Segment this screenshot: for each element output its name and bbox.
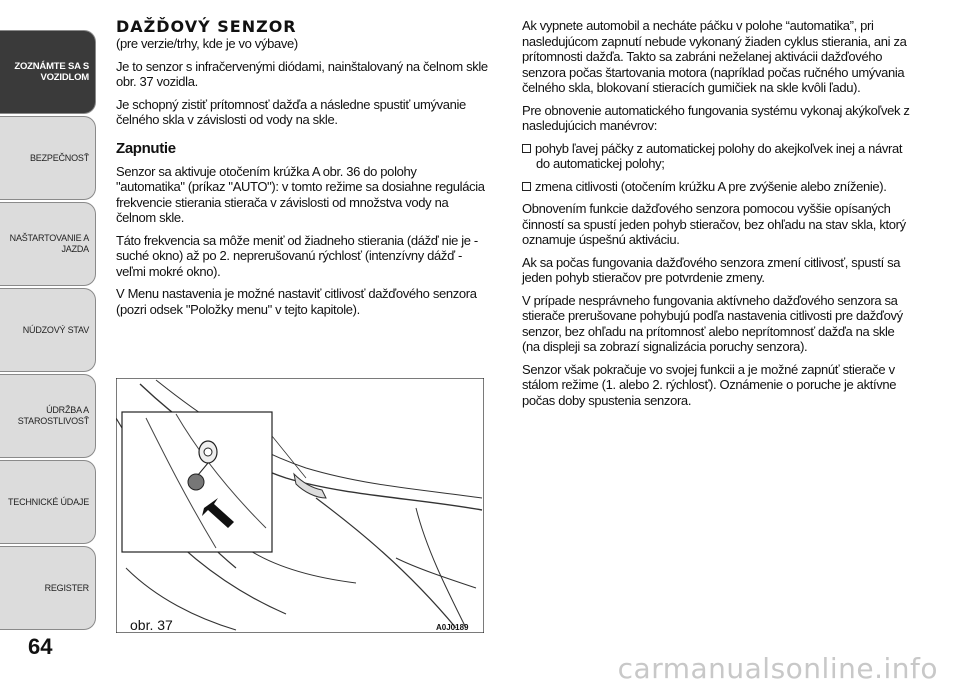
paragraph: V Menu nastavenia je možné nastaviť citlivosť dažďového senzora (pozri odsek "Položky menu" v tejto kapitole). — [116, 286, 477, 317]
subtitle: (pre verzie/trhy, kde je vo výbave) — [116, 36, 298, 51]
figure-rain-sensor — [116, 378, 484, 633]
tab-nudzovy-stav[interactable] — [0, 288, 96, 372]
figure-label: obr. 37 — [130, 617, 173, 633]
tab-bezpecnost[interactable] — [0, 116, 96, 200]
tab-label: REGISTER — [44, 582, 89, 593]
paragraph: Je schopný zistiť prítomnosť dažďa a následne spustiť umývanie čelného skla v závislosti od vody na skle. — [116, 96, 466, 127]
page-number: 64 — [28, 634, 53, 659]
tab-register[interactable] — [0, 546, 96, 630]
tab-label: NÚDZOVÝ STAV — [22, 324, 89, 335]
subsection-heading: Zapnutie — [116, 139, 176, 157]
paragraph: Senzor však pokračuje vo svojej funkcii a je možné zapnúť stierače v stálom režime (1. alebo 2. rýchlosť). Oznámenie o poruche je aktívne počas doby spustenia senzora. — [522, 361, 897, 408]
section-title: DAŽĎOVÝ SENZOR — [116, 17, 297, 36]
list-item-text: pohyb ľavej páčky z automatickej polohy do akejkoľvek inej a návrat do automatickej polohy; — [535, 140, 903, 171]
checkbox-bullet-icon — [522, 182, 531, 191]
tab-label: TECHNICKÉ ÚDAJE — [7, 496, 89, 507]
list-item — [522, 141, 914, 172]
list-item-text: zmena citlivosti (otočením krúžku A pre zvýšenie alebo zníženie). — [535, 178, 887, 194]
right-column — [522, 18, 914, 415]
checkbox-bullet-icon — [522, 144, 531, 153]
paragraph: V prípade nesprávneho fungovania aktívneho dažďového senzora sa stierače prerušovane pohybujú podľa nastavenia citlivosti pre dažďový senzor, bez ohľadu na prítomnosť alebo neprítomnosť dažďa na skle (na displeji sa zobrazí signalizácia poruchy senzora). — [522, 292, 903, 354]
paragraph: Táto frekvencia sa môže meniť od žiadneho stierania (dážď nie je - suché okno) až po 2. neprerušovanú rýchlosť (intenzívny dážď - veľmi mokré okno). — [116, 232, 478, 279]
watermark: carmanualsonline.info — [617, 652, 938, 685]
tab-udrzba[interactable] — [0, 374, 96, 458]
tab-technicke-udaje[interactable] — [0, 460, 96, 544]
tab-label: ZOZNÁMTE SA S VOZIDLOM — [14, 61, 89, 83]
figure-code: A0J0189 — [436, 623, 469, 632]
paragraph: Senzor sa aktivuje otočením krúžka A obr. 36 do polohy "automatika" (príkaz "AUTO"): v tomto režime sa dosiahne regulácia frekvencie stierania stierača v závislosti od množstva vody na čelnom skle. — [116, 163, 485, 225]
paragraph: Ak vypnete automobil a necháte páčku v polohe “automatika”, pri nasledujúcom zapnutí nebude vykonaný žiaden cyklus stierania, ani za prítomnosti dažďa. Takto sa zabráni neželanej aktivácii dažďového senzora počas štartovania motora (napríklad počas ručného umývania čelného skla, blokovaní stieracích gumičiek na skle kvôli ľadu). — [522, 18, 907, 95]
paragraph: Obnovením funkcie dažďového senzora pomocou vyššie opísaných činností sa spustí jeden pohyb stieračov, bez ohľadu na stav skla, ktorý oznamuje úspešnú aktiváciu. — [522, 201, 906, 247]
paragraph: Je to senzor s infračervenými diódami, nainštalovaný na čelnom skle obr. 37 vozidla. — [116, 58, 488, 89]
tab-label: NAŠTARTOVANIE A JAZDA — [9, 233, 89, 254]
list-item — [522, 179, 914, 195]
tab-nastartovanie[interactable] — [0, 202, 96, 286]
paragraph: Pre obnovenie automatického fungovania systému vykonaj akýkoľvek z nasledujúcich manévrov: — [522, 102, 910, 133]
left-column — [116, 18, 488, 324]
tab-label: ÚDRŽBA A STAROSTLIVOSŤ — [17, 405, 89, 426]
windshield-illustration — [116, 378, 484, 633]
paragraph: Ak sa počas fungovania dažďového senzora zmení citlivosť, spustí sa jeden pohyb stieračov pre potvrdenie zmeny. — [522, 254, 901, 285]
tab-label: BEZPEČNOSŤ — [29, 152, 89, 163]
tab-zoznamte-sa[interactable] — [0, 30, 96, 114]
